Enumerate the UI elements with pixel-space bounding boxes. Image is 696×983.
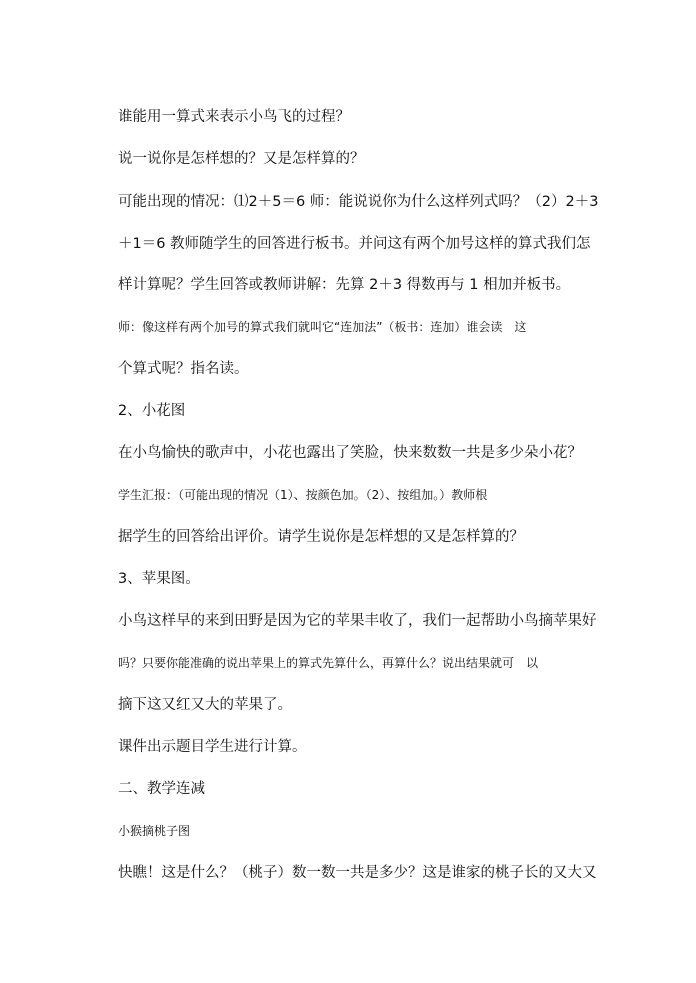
paragraph-line: 小鸟这样早的来到田野是因为它的苹果丰收了，我们一起帮助小鸟摘苹果好 xyxy=(118,613,597,629)
paragraph-line: 在小鸟愉快的歌声中，小花也露出了笑脸，快来数数一共是多少朵小花？ xyxy=(118,445,582,461)
section-heading: 3、苹果图。 xyxy=(118,571,200,587)
paragraph-line: 个算式呢？指名读。 xyxy=(118,361,249,377)
paragraph-line: 学生汇报：（可能出现的情况（1）、按颜色加。（2）、按组加。）教师根 xyxy=(118,488,488,502)
paragraph-line: ＋1＝6 教师随学生的回答进行板书。并问这有两个加号这样的算式我们怎 xyxy=(118,236,591,252)
paragraph-line: 课件出示题目学生进行计算。 xyxy=(118,739,307,755)
section-heading: 二、教学连减 xyxy=(118,781,205,797)
paragraph-line: 师：像这样有两个加号的算式我们就叫它“连加法”（板书：连加）谁会读 这 xyxy=(118,320,527,334)
paragraph-line: 据学生的回答给出评价。请学生说你是怎样想的又是怎样算的？ xyxy=(118,529,524,545)
paragraph-line: 摘下这又红又大的苹果了。 xyxy=(118,697,292,713)
subsection-heading: 小猴摘桃子图 xyxy=(118,824,191,838)
paragraph-line: 谁能用一算式来表示小鸟飞的过程？ xyxy=(118,109,350,125)
paragraph-line: 快瞧！这是什么？（桃子）数一数一共是多少？这是谁家的桃子长的又大又 xyxy=(118,865,597,881)
section-heading: 2、小花图 xyxy=(118,403,186,419)
paragraph-line: 可能出现的情况：⑴2＋5＝6 师：能说说你为什么这样列式吗？（2）2＋3 xyxy=(118,194,599,210)
paragraph-line: 样计算呢？学生回答或教师讲解：先算 2＋3 得数再与 1 相加并板书。 xyxy=(118,277,571,293)
paragraph-line: 说一说你是怎样想的？又是怎样算的？ xyxy=(118,151,365,167)
paragraph-line: 吗？只要你能准确的说出苹果上的算式先算什么，再算什么？说出结果就可 以 xyxy=(118,656,539,670)
